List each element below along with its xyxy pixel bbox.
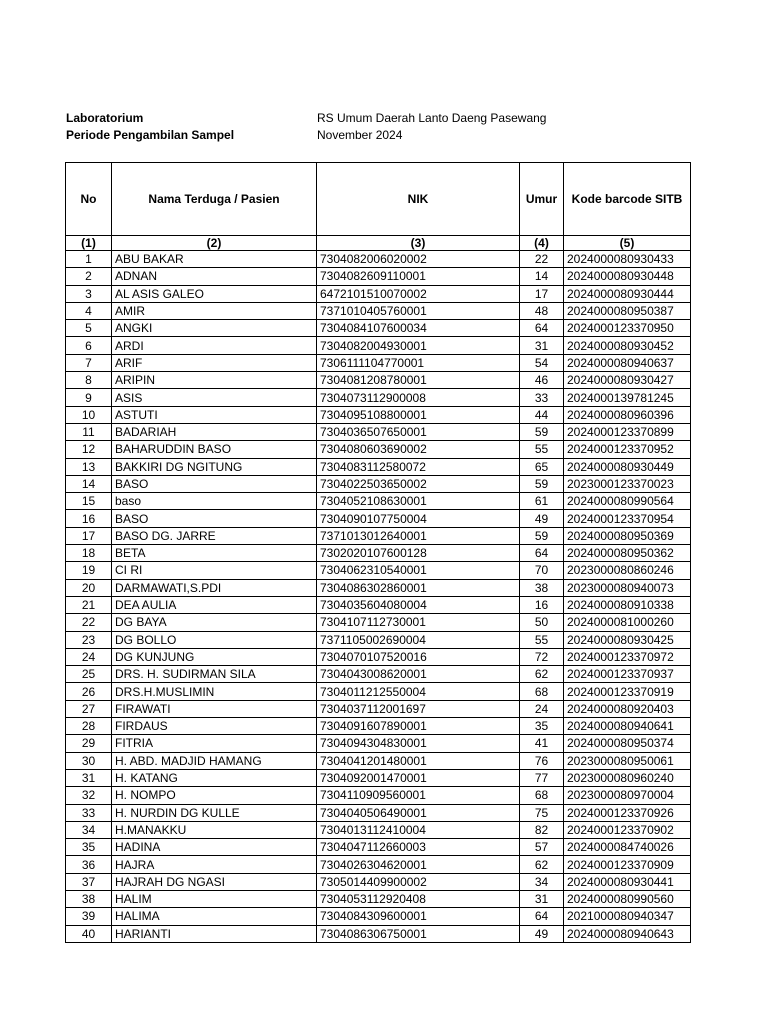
barcode: 2024000080990564 xyxy=(564,493,691,510)
table-row xyxy=(66,614,691,631)
row-no: 1 xyxy=(66,251,112,268)
row-no: 30 xyxy=(66,752,112,769)
table-row xyxy=(66,769,691,786)
age: 76 xyxy=(520,752,564,769)
age: 46 xyxy=(520,372,564,389)
barcode: 2024000139781245 xyxy=(564,389,691,406)
nik: 7305014409900002 xyxy=(317,873,520,890)
age: 65 xyxy=(520,458,564,475)
barcode: 2024000123370899 xyxy=(564,423,691,440)
barcode: 2024000080950369 xyxy=(564,527,691,544)
table-row xyxy=(66,372,691,389)
table-row xyxy=(66,873,691,890)
row-no: 32 xyxy=(66,787,112,804)
nik: 7304053112920408 xyxy=(317,890,520,907)
barcode: 2024000123370952 xyxy=(564,441,691,458)
patient-name: DG BAYA xyxy=(112,614,317,631)
table-row xyxy=(66,631,691,648)
row-no: 13 xyxy=(66,458,112,475)
age: 64 xyxy=(520,320,564,337)
barcode: 2024000080930427 xyxy=(564,372,691,389)
barcode: 2024000123370919 xyxy=(564,683,691,700)
patient-name: ANGKI xyxy=(112,320,317,337)
table-row xyxy=(66,475,691,492)
table-row xyxy=(66,752,691,769)
row-no: 14 xyxy=(66,475,112,492)
nik: 6472101510070002 xyxy=(317,285,520,302)
patient-name: BAKKIRI DG NGITUNG xyxy=(112,458,317,475)
age: 50 xyxy=(520,614,564,631)
row-no: 15 xyxy=(66,493,112,510)
barcode: 2024000080930425 xyxy=(564,631,691,648)
age: 61 xyxy=(520,493,564,510)
patient-name: DG BOLLO xyxy=(112,631,317,648)
table-row xyxy=(66,925,691,942)
period-value: November 2024 xyxy=(317,128,403,142)
age: 16 xyxy=(520,596,564,613)
table-row xyxy=(66,285,691,302)
nik: 7371010405760001 xyxy=(317,302,520,319)
row-no: 35 xyxy=(66,839,112,856)
table-row xyxy=(66,787,691,804)
patient-name: DARMAWATI,S.PDI xyxy=(112,579,317,596)
nik: 7371105002690004 xyxy=(317,631,520,648)
row-no: 20 xyxy=(66,579,112,596)
age: 68 xyxy=(520,683,564,700)
patient-name: AL ASIS GALEO xyxy=(112,285,317,302)
nik: 7302020107600128 xyxy=(317,545,520,562)
table-body xyxy=(66,251,691,943)
age: 31 xyxy=(520,337,564,354)
barcode: 2024000080960396 xyxy=(564,406,691,423)
patient-name: BAHARUDDIN BASO xyxy=(112,441,317,458)
table-row xyxy=(66,804,691,821)
age: 33 xyxy=(520,389,564,406)
barcode: 2024000080930444 xyxy=(564,285,691,302)
patient-name: ABU BAKAR xyxy=(112,251,317,268)
patient-name: ASIS xyxy=(112,389,317,406)
table-row xyxy=(66,856,691,873)
table-row xyxy=(66,510,691,527)
age: 49 xyxy=(520,925,564,942)
row-no: 3 xyxy=(66,285,112,302)
patient-name: H.MANAKKU xyxy=(112,821,317,838)
barcode: 2024000080950387 xyxy=(564,302,691,319)
row-no: 10 xyxy=(66,406,112,423)
age: 24 xyxy=(520,700,564,717)
age: 75 xyxy=(520,804,564,821)
patient-name: HAJRA xyxy=(112,856,317,873)
row-no: 26 xyxy=(66,683,112,700)
table-header-row xyxy=(66,163,691,236)
patient-name: BADARIAH xyxy=(112,423,317,440)
patient-name: HAJRAH DG NGASI xyxy=(112,873,317,890)
row-no: 23 xyxy=(66,631,112,648)
col-header-age: Umur xyxy=(520,163,564,236)
patient-name: H. KATANG xyxy=(112,769,317,786)
nik: 7304082004930001 xyxy=(317,337,520,354)
nik: 7304062310540001 xyxy=(317,562,520,579)
table-row xyxy=(66,718,691,735)
age: 44 xyxy=(520,406,564,423)
nik: 7304091607890001 xyxy=(317,718,520,735)
patient-name: ARDI xyxy=(112,337,317,354)
nik: 7304043008620001 xyxy=(317,666,520,683)
table-row xyxy=(66,337,691,354)
table-row xyxy=(66,700,691,717)
row-no: 38 xyxy=(66,890,112,907)
barcode: 2024000080990560 xyxy=(564,890,691,907)
period-label: Periode Pengambilan Sampel xyxy=(66,128,235,142)
nik: 7304037112001697 xyxy=(317,700,520,717)
table-row xyxy=(66,908,691,925)
age: 48 xyxy=(520,302,564,319)
table-row xyxy=(66,890,691,907)
row-no: 33 xyxy=(66,804,112,821)
barcode: 2024000080940637 xyxy=(564,354,691,371)
nik: 7304082609110001 xyxy=(317,268,520,285)
age: 82 xyxy=(520,821,564,838)
age: 34 xyxy=(520,873,564,890)
patient-name: DRS.H.MUSLIMIN xyxy=(112,683,317,700)
row-no: 11 xyxy=(66,423,112,440)
table-row xyxy=(66,666,691,683)
patient-name: ARIF xyxy=(112,354,317,371)
patient-name: baso xyxy=(112,493,317,510)
nik: 7304047112660003 xyxy=(317,839,520,856)
barcode: 2024000123370926 xyxy=(564,804,691,821)
row-no: 39 xyxy=(66,908,112,925)
nik: 7304022503650002 xyxy=(317,475,520,492)
patient-name: HALIM xyxy=(112,890,317,907)
nik: 7304040506490001 xyxy=(317,804,520,821)
barcode: 2024000084740026 xyxy=(564,839,691,856)
row-no: 36 xyxy=(66,856,112,873)
row-no: 24 xyxy=(66,648,112,665)
table-row xyxy=(66,493,691,510)
nik: 7304086302860001 xyxy=(317,579,520,596)
barcode: 2024000080930449 xyxy=(564,458,691,475)
col-header-barcode: Kode barcode SITB xyxy=(564,163,691,236)
nik: 7304035604080004 xyxy=(317,596,520,613)
age: 64 xyxy=(520,545,564,562)
patient-name: HALIMA xyxy=(112,908,317,925)
nik: 7304041201480001 xyxy=(317,752,520,769)
barcode: 2024000080950374 xyxy=(564,735,691,752)
patient-name: H. NURDIN DG KULLE xyxy=(112,804,317,821)
table-row xyxy=(66,527,691,544)
row-no: 12 xyxy=(66,441,112,458)
col-header-name: Nama Terduga / Pasien xyxy=(112,163,317,236)
row-no: 4 xyxy=(66,302,112,319)
table-row xyxy=(66,406,691,423)
row-no: 9 xyxy=(66,389,112,406)
barcode: 2024000080940643 xyxy=(564,925,691,942)
nik: 7304070107520016 xyxy=(317,648,520,665)
col-header-no: No xyxy=(66,163,112,236)
row-no: 6 xyxy=(66,337,112,354)
age: 49 xyxy=(520,510,564,527)
barcode: 2024000080930448 xyxy=(564,268,691,285)
row-no: 37 xyxy=(66,873,112,890)
barcode: 2024000123370937 xyxy=(564,666,691,683)
table-row xyxy=(66,441,691,458)
nik: 7371013012640001 xyxy=(317,527,520,544)
barcode: 2024000123370954 xyxy=(564,510,691,527)
patient-name: ASTUTI xyxy=(112,406,317,423)
nik: 7304094304830001 xyxy=(317,735,520,752)
nik: 7304013112410004 xyxy=(317,821,520,838)
age: 59 xyxy=(520,527,564,544)
lab-label: Laboratorium xyxy=(66,111,144,125)
row-no: 40 xyxy=(66,925,112,942)
age: 17 xyxy=(520,285,564,302)
patient-name: AMIR xyxy=(112,302,317,319)
age: 72 xyxy=(520,648,564,665)
age: 41 xyxy=(520,735,564,752)
nik: 7304110909560001 xyxy=(317,787,520,804)
barcode: 2024000080940641 xyxy=(564,718,691,735)
barcode: 2024000123370972 xyxy=(564,648,691,665)
age: 70 xyxy=(520,562,564,579)
patient-name: DG KUNJUNG xyxy=(112,648,317,665)
barcode: 2023000080960240 xyxy=(564,769,691,786)
barcode: 2023000080950061 xyxy=(564,752,691,769)
nik: 7304052108630001 xyxy=(317,493,520,510)
table-row xyxy=(66,268,691,285)
row-no: 19 xyxy=(66,562,112,579)
barcode: 2024000080950362 xyxy=(564,545,691,562)
row-no: 31 xyxy=(66,769,112,786)
table-row xyxy=(66,389,691,406)
table-row xyxy=(66,302,691,319)
row-no: 16 xyxy=(66,510,112,527)
row-no: 8 xyxy=(66,372,112,389)
barcode: 2023000080970004 xyxy=(564,787,691,804)
barcode: 2023000080940073 xyxy=(564,579,691,596)
age: 55 xyxy=(520,631,564,648)
patient-name: ADNAN xyxy=(112,268,317,285)
age: 54 xyxy=(520,354,564,371)
age: 57 xyxy=(520,839,564,856)
nik: 7304083112580072 xyxy=(317,458,520,475)
col-number-2: (2) xyxy=(112,236,317,251)
table-row xyxy=(66,648,691,665)
barcode: 2024000080910338 xyxy=(564,596,691,613)
barcode: 2024000123370950 xyxy=(564,320,691,337)
barcode: 2023000123370023 xyxy=(564,475,691,492)
patient-name: ARIPIN xyxy=(112,372,317,389)
nik: 7304036507650001 xyxy=(317,423,520,440)
age: 38 xyxy=(520,579,564,596)
patient-name: FIRDAUS xyxy=(112,718,317,735)
patient-name: BASO xyxy=(112,510,317,527)
table-row xyxy=(66,839,691,856)
table-row xyxy=(66,354,691,371)
age: 22 xyxy=(520,251,564,268)
nik: 7304086306750001 xyxy=(317,925,520,942)
nik: 7304084309600001 xyxy=(317,908,520,925)
age: 59 xyxy=(520,423,564,440)
age: 62 xyxy=(520,666,564,683)
nik: 7304084107600034 xyxy=(317,320,520,337)
nik: 7304073112900008 xyxy=(317,389,520,406)
patient-name: CI RI xyxy=(112,562,317,579)
table-row xyxy=(66,545,691,562)
patient-name: HADINA xyxy=(112,839,317,856)
row-no: 27 xyxy=(66,700,112,717)
age: 64 xyxy=(520,908,564,925)
row-no: 7 xyxy=(66,354,112,371)
age: 55 xyxy=(520,441,564,458)
age: 59 xyxy=(520,475,564,492)
barcode: 2024000080920403 xyxy=(564,700,691,717)
patient-name: DEA AULIA xyxy=(112,596,317,613)
barcode: 2024000080930433 xyxy=(564,251,691,268)
table-row xyxy=(66,562,691,579)
table-row xyxy=(66,458,691,475)
row-no: 22 xyxy=(66,614,112,631)
table-row xyxy=(66,596,691,613)
barcode: 2024000081000260 xyxy=(564,614,691,631)
patient-name: BASO xyxy=(112,475,317,492)
table-row xyxy=(66,423,691,440)
patient-name: HARIANTI xyxy=(112,925,317,942)
age: 62 xyxy=(520,856,564,873)
patient-name: FIRAWATI xyxy=(112,700,317,717)
column-number-row xyxy=(66,236,691,251)
patient-name: FITRIA xyxy=(112,735,317,752)
col-header-nik: NIK xyxy=(317,163,520,236)
patient-name: BASO DG. JARRE xyxy=(112,527,317,544)
table-row xyxy=(66,735,691,752)
col-number-1: (1) xyxy=(66,236,112,251)
patient-name: H. ABD. MADJID HAMANG xyxy=(112,752,317,769)
patient-name: H. NOMPO xyxy=(112,787,317,804)
table-row xyxy=(66,320,691,337)
nik: 7304011212550004 xyxy=(317,683,520,700)
barcode: 2024000080930452 xyxy=(564,337,691,354)
nik: 7304090107750004 xyxy=(317,510,520,527)
nik: 7306111104770001 xyxy=(317,354,520,371)
table-row xyxy=(66,251,691,268)
nik: 7304095108800001 xyxy=(317,406,520,423)
row-no: 25 xyxy=(66,666,112,683)
barcode: 2023000080860246 xyxy=(564,562,691,579)
nik: 7304080603690002 xyxy=(317,441,520,458)
age: 68 xyxy=(520,787,564,804)
row-no: 28 xyxy=(66,718,112,735)
barcode: 2024000080930441 xyxy=(564,873,691,890)
patient-name: BETA xyxy=(112,545,317,562)
nik: 7304081208780001 xyxy=(317,372,520,389)
row-no: 34 xyxy=(66,821,112,838)
row-no: 18 xyxy=(66,545,112,562)
age: 77 xyxy=(520,769,564,786)
nik: 7304092001470001 xyxy=(317,769,520,786)
table-row xyxy=(66,579,691,596)
table-row xyxy=(66,821,691,838)
patient-name: DRS. H. SUDIRMAN SILA xyxy=(112,666,317,683)
age: 35 xyxy=(520,718,564,735)
nik: 7304107112730001 xyxy=(317,614,520,631)
barcode: 2024000123370902 xyxy=(564,821,691,838)
age: 14 xyxy=(520,268,564,285)
col-number-3: (3) xyxy=(317,236,520,251)
col-number-5: (5) xyxy=(564,236,691,251)
row-no: 5 xyxy=(66,320,112,337)
row-no: 17 xyxy=(66,527,112,544)
row-no: 2 xyxy=(66,268,112,285)
age: 31 xyxy=(520,890,564,907)
col-number-4: (4) xyxy=(520,236,564,251)
nik: 7304026304620001 xyxy=(317,856,520,873)
lab-value: RS Umum Daerah Lanto Daeng Pasewang xyxy=(317,111,547,125)
nik: 7304082006020002 xyxy=(317,251,520,268)
barcode: 2024000123370909 xyxy=(564,856,691,873)
barcode: 2021000080940347 xyxy=(564,908,691,925)
row-no: 29 xyxy=(66,735,112,752)
row-no: 21 xyxy=(66,596,112,613)
patient-table xyxy=(65,162,691,943)
table-row xyxy=(66,683,691,700)
